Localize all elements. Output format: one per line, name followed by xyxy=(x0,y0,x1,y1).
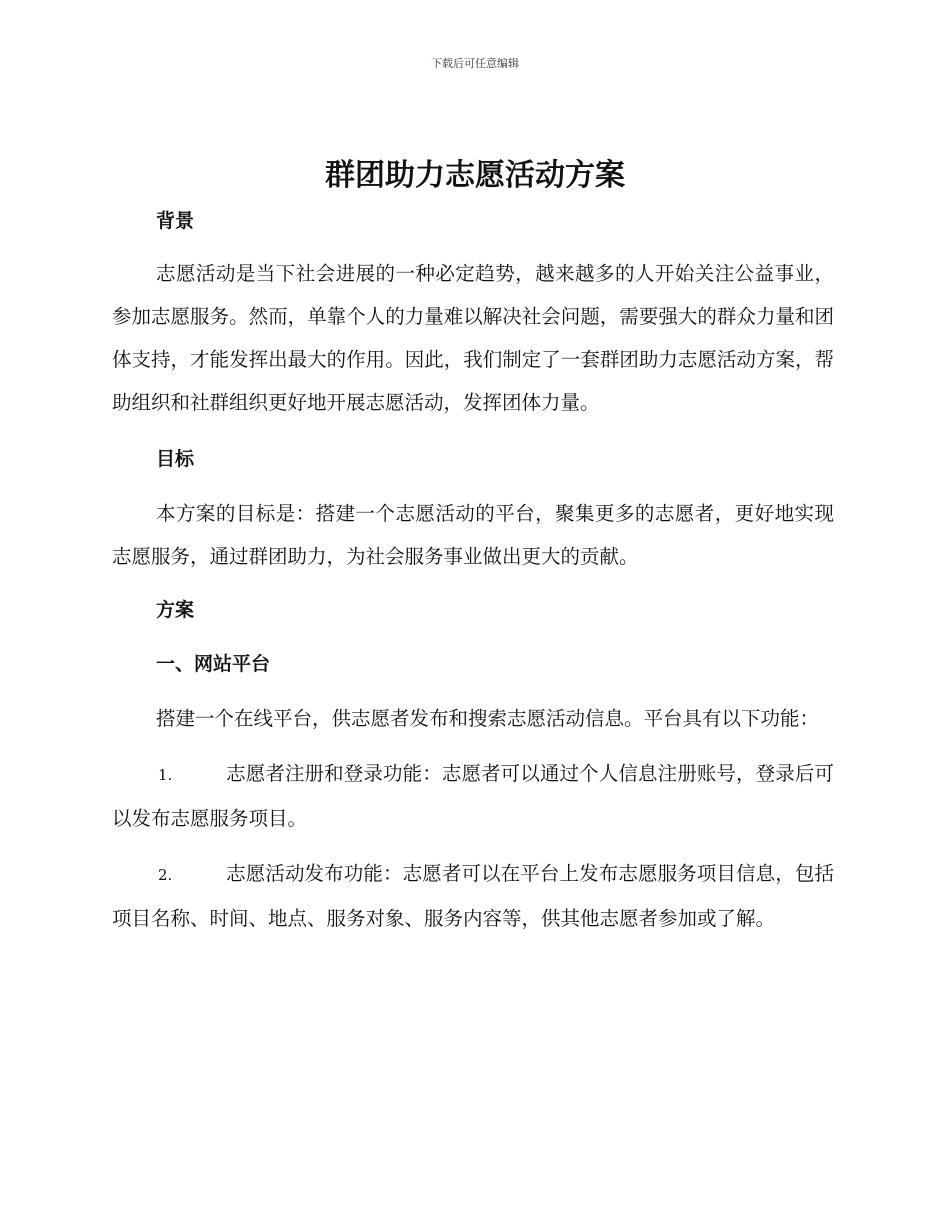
header-note: 下载后可任意编辑 xyxy=(431,57,519,70)
goal-heading: 目标 xyxy=(156,448,195,470)
plan-heading: 方案 xyxy=(156,599,195,621)
list-number: 1. xyxy=(158,766,173,784)
goal-paragraph: 本方案的目标是：搭建一个志愿活动的平台，聚集更多的志愿者，更好地实现志愿服务，通过群团助力，为社会服务事业做出更大的贡献。 xyxy=(112,502,834,568)
website-heading: 一、网站平台 xyxy=(156,653,271,675)
list-number: 2. xyxy=(158,866,173,884)
list-text: 志愿活动发布功能：志愿者可以在平台上发布志愿服务项目信息，包括项目名称、时间、地点、服务对象、服务内容等，供其他志愿者参加或了解。 xyxy=(112,862,834,930)
document-title: 群团助力志愿活动方案 xyxy=(325,158,625,193)
list-text: 志愿者注册和登录功能：志愿者可以通过个人信息注册账号，登录后可以发布志愿服务项目。 xyxy=(112,762,834,830)
document-body xyxy=(112,200,834,940)
list-item xyxy=(112,852,834,940)
list-item xyxy=(112,752,834,840)
background-heading: 背景 xyxy=(156,210,195,232)
background-paragraph: 志愿活动是当下社会进展的一种必定趋势，越来越多的人开始关注公益事业，参加志愿服务。然而，单靠个人的力量难以解决社会问题，需要强大的群众力量和团体支持，才能发挥出最大的作用。因此，我们制定了一套群团助力志愿活动方案，帮助组织和社群组织更好地开展志愿活动，发挥团体力量。 xyxy=(112,262,834,414)
website-paragraph: 搭建一个在线平台，供志愿者发布和搜索志愿活动信息。平台具有以下功能： xyxy=(156,707,820,730)
